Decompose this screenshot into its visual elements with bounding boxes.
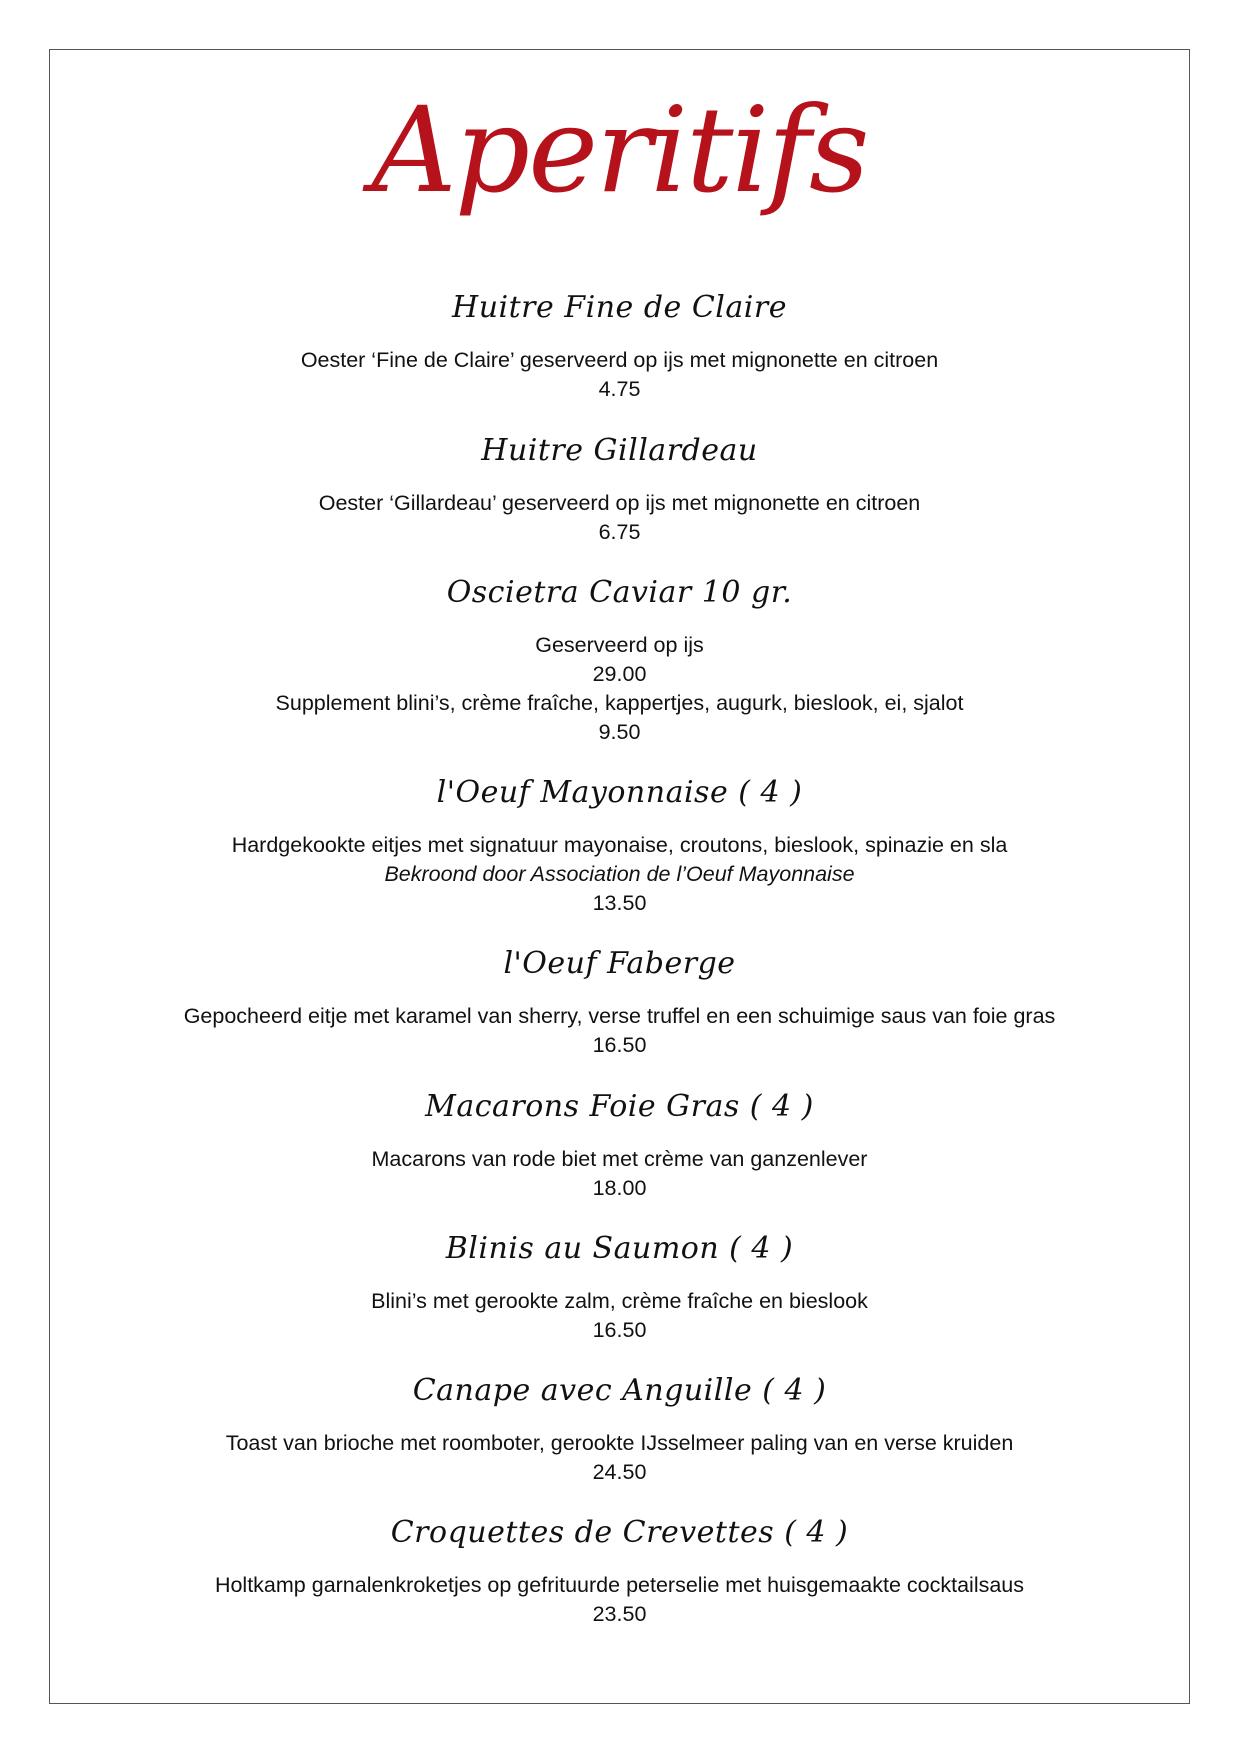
- item-price: 24.50: [592, 1460, 647, 1484]
- menu-item: [49, 1513, 1190, 1629]
- item-price: 4.75: [598, 377, 641, 401]
- item-name: Huitre Fine de Claire: [452, 290, 787, 325]
- item-price: 18.00: [592, 1176, 647, 1200]
- item-name: Blinis au Saumon ( 4 ): [445, 1231, 794, 1266]
- menu-item: [49, 573, 1190, 747]
- item-name: Macarons Foie Gras ( 4 ): [425, 1089, 814, 1124]
- item-price: 6.75: [598, 520, 641, 544]
- item-price: 29.00: [592, 662, 647, 686]
- item-price: 13.50: [592, 891, 647, 915]
- item-name: l'Oeuf Mayonnaise ( 4 ): [436, 775, 803, 810]
- item-name: Huitre Gillardeau: [481, 433, 758, 468]
- item-note: Bekroond door Association de l’Oeuf Mayonnaise: [384, 862, 855, 886]
- menu-title: Aperitifs: [371, 81, 868, 219]
- item-description: Holtkamp garnalenkroketjes op gefrituurde peterselie met huisgemaakte cocktailsaus: [214, 1573, 1025, 1597]
- item-description: Oester ‘Gillardeau’ geserveerd op ijs met mignonette en citroen: [318, 491, 921, 515]
- menu-item: [49, 1087, 1190, 1203]
- menu-item: [49, 1229, 1190, 1345]
- item-name: Oscietra Caviar 10 gr.: [446, 575, 793, 610]
- item-description: Oester ‘Fine de Claire’ geserveerd op ijs met mignonette en citroen: [300, 348, 939, 372]
- item-description: Macarons van rode biet met crème van ganzenlever: [371, 1147, 868, 1171]
- item-supplement-price: 9.50: [598, 720, 641, 744]
- menu-item: [49, 1371, 1190, 1487]
- item-price: 23.50: [592, 1602, 647, 1626]
- item-name: l'Oeuf Faberge: [503, 946, 736, 981]
- menu-item: [49, 944, 1190, 1060]
- item-name: Canape avec Anguille ( 4 ): [412, 1373, 827, 1408]
- menu-item: [49, 431, 1190, 547]
- item-price: 16.50: [592, 1033, 647, 1057]
- item-supplement: Supplement blini’s, crème fraîche, kappertjes, augurk, bieslook, ei, sjalot: [275, 691, 964, 715]
- item-name: Croquettes de Crevettes ( 4 ): [390, 1515, 849, 1550]
- menu-item: [49, 288, 1190, 404]
- menu-item: [49, 773, 1190, 918]
- item-price: 16.50: [592, 1318, 647, 1342]
- item-description: Hardgekookte eitjes met signatuur mayonaise, croutons, bieslook, spinazie en sla: [231, 833, 1008, 857]
- item-description: Gepocheerd eitje met karamel van sherry, verse truffel en een schuimige saus van foie gras: [183, 1004, 1056, 1028]
- menu-page: [49, 0, 1190, 1755]
- item-description: Toast van brioche met roomboter, gerookte IJsselmeer paling van en verse kruiden: [225, 1431, 1014, 1455]
- item-description: Geserveerd op ijs: [535, 633, 704, 657]
- item-description: Blini’s met gerookte zalm, crème fraîche en bieslook: [371, 1289, 868, 1313]
